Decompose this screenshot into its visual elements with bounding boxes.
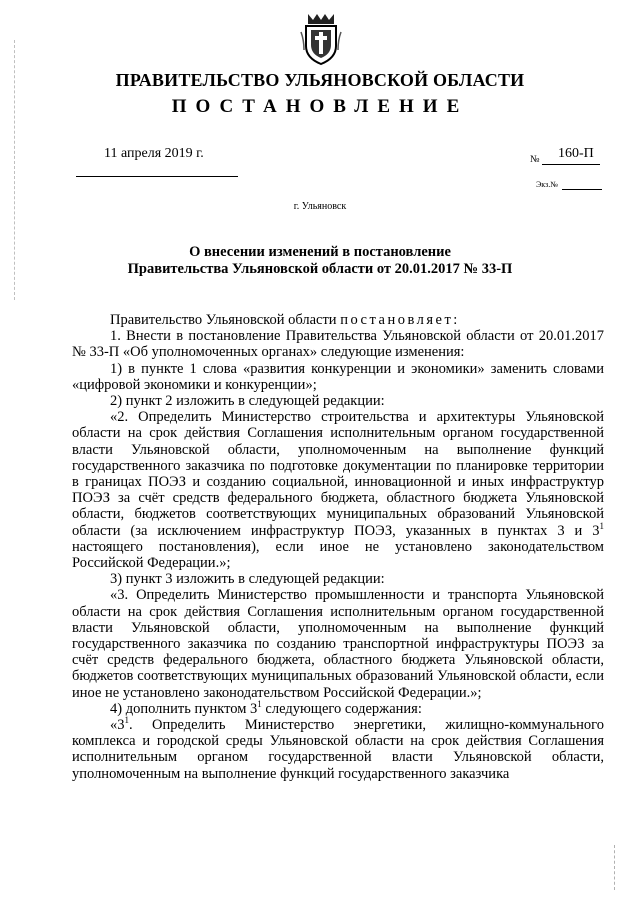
intro-verb: постановляет:	[340, 312, 460, 328]
paragraph: 2) пункт 2 изложить в следующей редакции:	[110, 393, 385, 410]
number-value: 160-П	[558, 146, 594, 161]
intro-text: Правительство Ульяновской области	[110, 312, 337, 328]
superscript: 1	[257, 698, 262, 709]
paragraph	[72, 717, 604, 782]
subject-line: О внесении изменений в постановление	[189, 244, 451, 260]
text: «2. Определить Министерство строительства и архитектуры Ульяновской области на срок действия Соглашения исполнительным органом государственной власти Ульяновской области, уполномоченным на выполнение функций государственного заказчика по подготовке документации по планировке территории в границах ПОЭЗ и созданию социальной, инновационной и иных инфраструктур ПОЭЗ за счёт средств федерального бюджета, областного бюджета Ульяновской области, бюджетов соответствующих муниципальных образований Ульяновской области (за исключением инфраструктур ПОЭЗ, указанных в пунктах 3 и 3	[72, 409, 604, 539]
text: «3	[110, 717, 125, 734]
text: . Определить Министерство энергетики, жилищно-коммунального комплекса и городской среды Ульяновской области на срок действия Соглашения исполнительным органом государственной власти Ульяновской области, уполномоченным на выполнение функций государственного заказчика	[72, 717, 604, 782]
paragraph: 3) пункт 3 изложить в следующей редакции:	[110, 571, 385, 588]
paragraph: «3. Определить Министерство промышленности и транспорта Ульяновской области на срок действия Соглашения исполнительным органом государственной власти Ульяновской области, уполномоченным на выполнение функций государственного заказчика по созданию транспортной инфраструктуры ПОЭЗ за счёт средств федерального бюджета, областного бюджета Ульяновской области, бюджетов соответствующих муниципальных образований Ульяновской области, если иное не установлено законодательством Российской Федерации.»;	[72, 587, 604, 701]
number-underline	[542, 164, 600, 165]
paragraph: 1) в пункте 1 слова «развития конкуренции и экономики» заменить словами «цифровой экономики и конкуренции»;	[72, 360, 604, 393]
date-underline	[76, 176, 238, 177]
paragraph	[72, 312, 604, 328]
text: следующего содержания:	[261, 700, 422, 717]
paragraph	[72, 698, 604, 717]
document-number	[530, 146, 608, 168]
paragraph: 1. Внести в постановление Правительства Ульяновской области от 20.01.2017 № 33-П «Об уполномоченных органах» следующие изменения:	[72, 328, 604, 361]
scan-margin-mark	[614, 845, 618, 890]
text: настоящего постановления), если иное не установлено законодательством Российской Федерации.»;	[72, 538, 604, 572]
document-type: ПОСТАНОВЛЕНИЕ	[171, 96, 469, 117]
copy-number-underline	[562, 189, 602, 190]
text: 4) дополнить пунктом 3	[110, 700, 258, 717]
subject-line: Правительства Ульяновской области от 20.01.2017 № 33-П	[127, 261, 513, 277]
document-date: 11 апреля 2019 г.	[104, 146, 204, 161]
document-body	[72, 312, 604, 782]
government-title: ПРАВИТЕЛЬСТВО УЛЬЯНОВСКОЙ ОБЛАСТИ	[115, 70, 525, 90]
paragraph	[72, 409, 604, 571]
copy-number-label: Экз.№	[536, 180, 558, 189]
document-subject	[0, 244, 640, 278]
coat-of-arms-icon	[300, 10, 342, 66]
number-sign: №	[530, 154, 540, 165]
superscript: 1	[124, 715, 129, 726]
superscript: 1	[599, 520, 604, 531]
city: г. Ульяновск	[293, 201, 347, 212]
